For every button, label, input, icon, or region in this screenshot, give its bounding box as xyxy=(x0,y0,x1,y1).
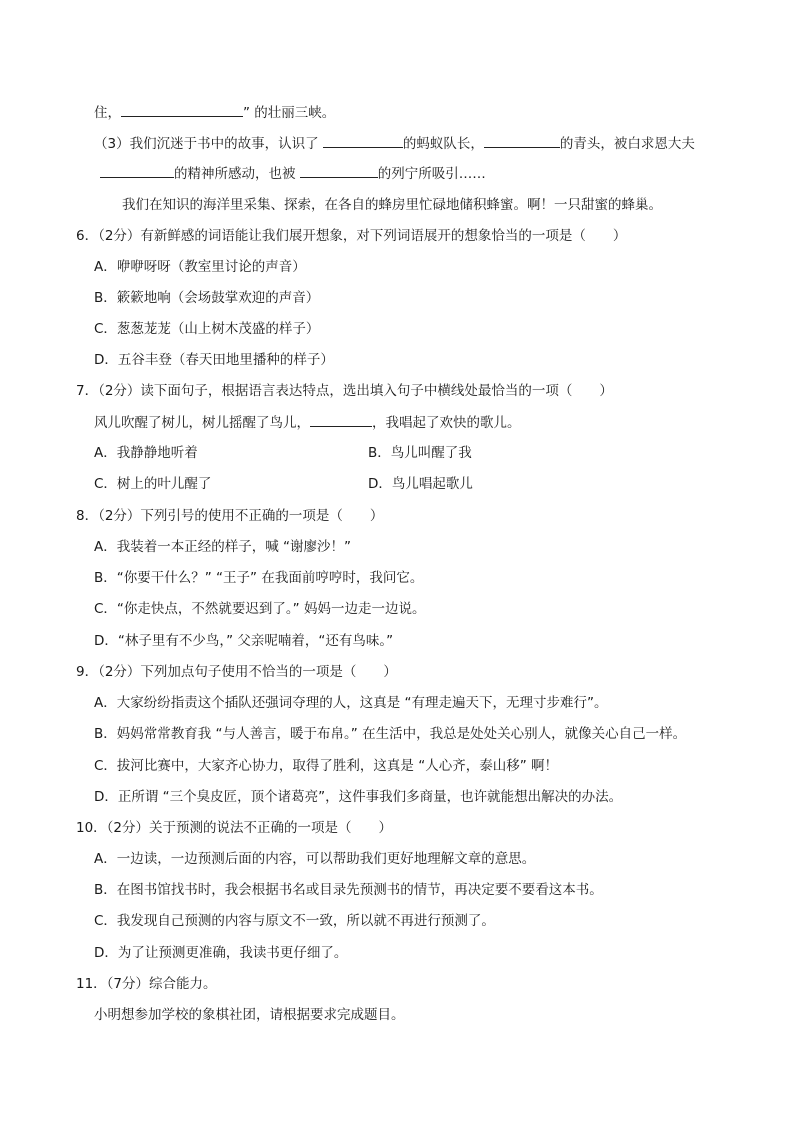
answer-blank[interactable] xyxy=(100,163,174,178)
question-9-option-b[interactable]: B．妈妈常常教育我 “与人善言，暖于布帛。” 在生活中，我总是处处关心别人，就像关心自己一样。 xyxy=(94,726,687,742)
text: ” 的壮丽三峡。 xyxy=(243,105,336,121)
subquestion-3-line-2 xyxy=(100,163,486,184)
question-6-option-a[interactable]: A．咿咿呀呀（教室里讨论的声音） xyxy=(94,259,306,275)
question-8-option-a[interactable]: A．我装着一本正经的样子，喊 “谢廖沙！” xyxy=(94,539,352,555)
question-6-option-d[interactable]: D．五谷丰登（春天田地里播种的样子） xyxy=(94,352,334,368)
question-9-option-a[interactable]: A．大家纷纷指责这个插队还强词夺理的人，这真是 “有理走遍天下，无理寸步难行”。 xyxy=(94,695,608,711)
question-8-option-c[interactable]: C．“你走快点，不然就要迟到了。” 妈妈一边走一边说。 xyxy=(94,601,426,617)
question-7-option-c[interactable]: C．树上的叶儿醒了 xyxy=(94,476,212,492)
question-8-option-b[interactable]: B．“你要干什么？” “王子” 在我面前哼哼时，我问它。 xyxy=(94,570,424,586)
question-6-stem: 6．（2分）有新鲜感的词语能让我们展开想象，对下列词语展开的想象恰当的一项是（ ） xyxy=(76,228,627,244)
question-9-stem: 9．（2分）下列加点句子使用不恰当的一项是（ ） xyxy=(76,664,397,680)
answer-blank[interactable] xyxy=(121,102,243,117)
text: 的蚂蚁队长， xyxy=(402,136,484,152)
question-10-option-a[interactable]: A．一边读，一边预测后面的内容，可以帮助我们更好地理解文章的意思。 xyxy=(94,851,536,867)
question-6-option-b[interactable]: B．簌簌地响（会场鼓掌欢迎的声音） xyxy=(94,290,320,306)
text: 的列宁所吸引…… xyxy=(377,166,486,182)
question-10-option-b[interactable]: B．在图书馆找书时，我会根据书名或目录先预测书的情节，再决定要不要看这本书。 xyxy=(94,882,603,898)
text: 住， xyxy=(94,105,121,121)
answer-blank[interactable] xyxy=(323,133,403,148)
answer-blank[interactable] xyxy=(310,412,372,427)
question-9-option-c[interactable]: C．拔河比赛中，大家齐心协力，取得了胜利，这真是 “人心齐，泰山移” 啊！ xyxy=(94,758,558,774)
question-11-intro: 小明想参加学校的象棋社团，请根据要求完成题目。 xyxy=(94,1007,405,1023)
question-7-option-b[interactable]: B．鸟儿叫醒了我 xyxy=(368,445,472,461)
question-10-stem: 10．（2分）关于预测的说法不正确的一项是（ ） xyxy=(76,820,393,836)
question-10-option-d[interactable]: D．为了让预测更准确，我读书更仔细了。 xyxy=(94,945,348,961)
question-7-sentence xyxy=(94,412,521,433)
question-7-option-d[interactable]: D．鸟儿唱起歌儿 xyxy=(368,476,473,492)
question-11-stem: 11．（7分）综合能力。 xyxy=(76,976,217,992)
continuation-line-1 xyxy=(94,102,335,123)
text: 风儿吹醒了树儿，树儿摇醒了鸟儿， xyxy=(94,415,310,431)
question-8-stem: 8．（2分）下列引号的使用不正确的一项是（ ） xyxy=(76,508,384,524)
answer-blank[interactable] xyxy=(484,133,560,148)
answer-blank[interactable] xyxy=(300,163,378,178)
text: 的精神所感动，也被 xyxy=(174,166,300,182)
text: （3）我们沉迷于书中的故事，认识了 xyxy=(94,136,323,152)
question-7-stem: 7．（2分）读下面句子，根据语言表达特点，选出填入句子中横线处最恰当的一项（ ） xyxy=(76,383,613,399)
question-9-option-d[interactable]: D．正所谓 “三个臭皮匠，顶个诸葛亮”，这件事我们多商量，也许就能想出解决的办法。 xyxy=(94,789,623,805)
question-6-option-c[interactable]: C．葱葱茏茏（山上树木茂盛的样子） xyxy=(94,321,320,337)
subquestion-3-line-1 xyxy=(94,133,695,154)
question-7-option-a[interactable]: A．我静静地听着 xyxy=(94,445,198,461)
question-10-option-c[interactable]: C．我发现自己预测的内容与原文不一致，所以就不再进行预测了。 xyxy=(94,913,495,929)
text: 的青头，被白求恩大夫 xyxy=(559,136,695,152)
closing-paragraph: 我们在知识的海洋里采集、探索，在各自的蜂房里忙碌地储积蜂蜜。啊！一只甜蜜的蜂巢。 xyxy=(122,197,662,213)
text: ，我唱起了欢快的歌儿。 xyxy=(372,415,521,431)
question-8-option-d[interactable]: D．“林子里有不少鸟，” 父亲呢喃着，“还有鸟味。” xyxy=(94,633,394,649)
